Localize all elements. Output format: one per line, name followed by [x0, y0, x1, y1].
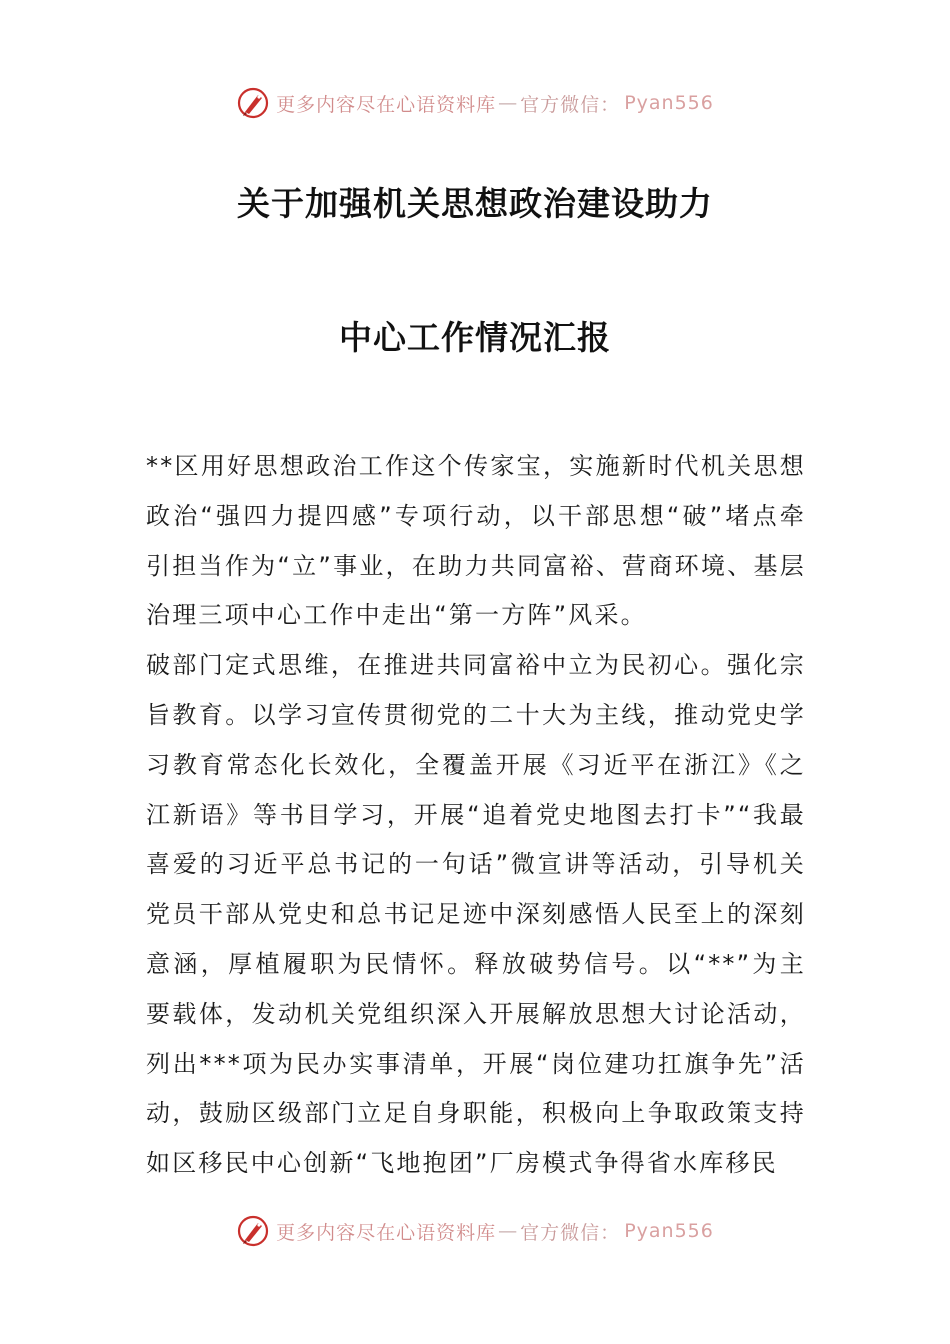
watermark-dash: —: [498, 1220, 519, 1242]
watermark-footer: [0, 1206, 950, 1256]
watermark-dash: —: [498, 92, 519, 114]
watermark-brand: 更多内容尽在心语资料库: [276, 1221, 497, 1244]
pen-nib-logo-icon: [236, 1214, 270, 1248]
pen-nib-logo-icon: [236, 86, 270, 120]
watermark-header: [0, 78, 950, 128]
watermark-wechat-id: Pyan556: [624, 92, 714, 114]
paragraph-2: 破部门定式思维，在推进共同富裕中立为民初心。强化宗旨教育。以学习宣传贯彻党的二十大为主线，推动党史学习教育常态化长效化，全覆盖开展《习近平在浙江》《之江新语》等书目学习，开展“追着党史地图去打卡”“我最喜爱的习近平总书记的一句话”微宣讲等活动，引导机关党员干部从党史和总书记足迹中深刻感悟人民至上的深刻意涵，厚植履职为民情怀。释放破势信号。以“**”为主要载体，发动机关党组织深入开展解放思想大讨论活动，列出***项为民办实事清单，开展“岗位建功扛旗争先”活动，鼓励区级部门立足自身职能，积极向上争取政策支持如区移民中心创新“飞地抱团”厂房模式争得省水库移民: [146, 651, 806, 1178]
watermark-wechat-label: 官方微信：: [520, 1221, 621, 1244]
watermark-wechat-id: Pyan556: [624, 1220, 714, 1242]
watermark-wechat-label: 官方微信：: [520, 93, 621, 116]
document-title-line-1: 关于加强机关思想政治建设助力: [237, 184, 713, 223]
document-body: [146, 442, 806, 1189]
document-title-line-2: 中心工作情况汇报: [339, 318, 611, 357]
paragraph-1: **区用好思想政治工作这个传家宝，实施新时代机关思想政治“强四力提四感”专项行动，以干部思想“破”堵点牵引担当作为“立”事业，在助力共同富裕、营商环境、基层治理三项中心工作中走出“第一方阵”风采。: [146, 452, 806, 630]
watermark-brand: 更多内容尽在心语资料库: [276, 93, 497, 116]
